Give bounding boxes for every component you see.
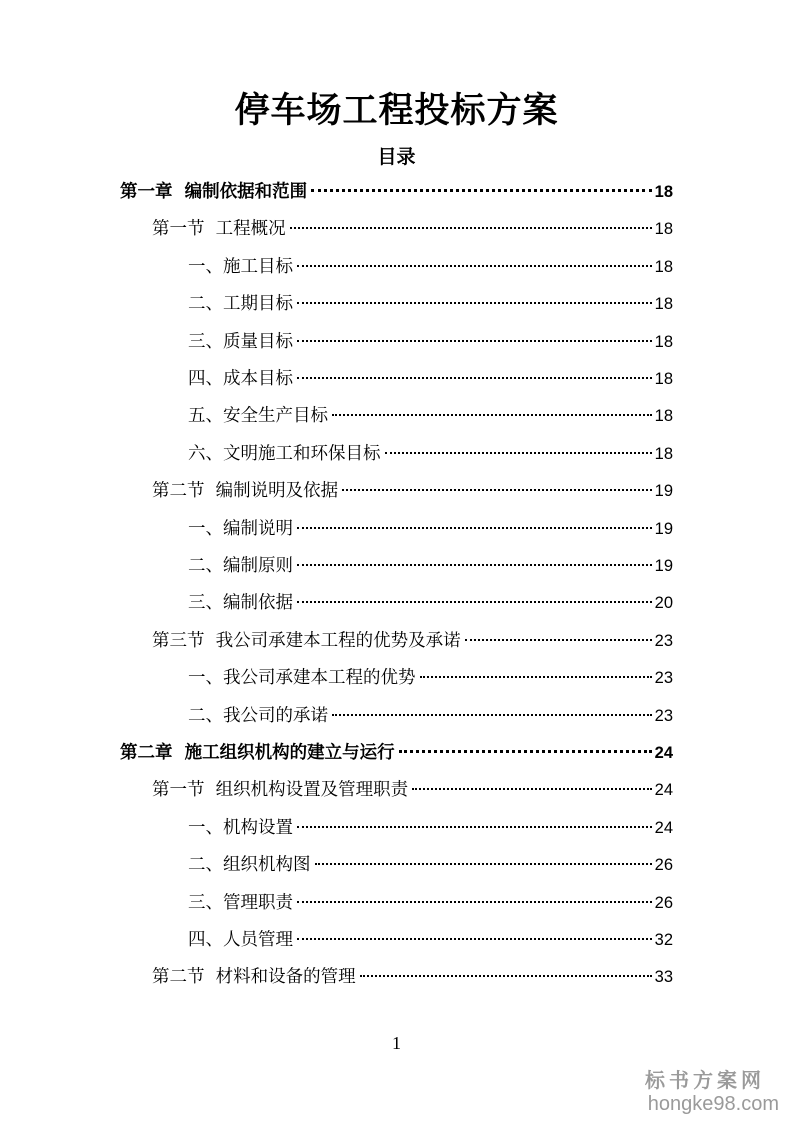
toc-dot-leader: [297, 564, 652, 566]
toc-dot-leader: [465, 639, 652, 641]
toc-item-entry[interactable]: [188, 587, 673, 619]
toc-item-entry[interactable]: [188, 550, 673, 582]
toc-entry-page: 24: [654, 819, 673, 837]
toc-dot-leader: [297, 340, 652, 342]
toc-entry-page: 26: [654, 856, 673, 874]
toc-dot-leader: [420, 676, 652, 678]
toc-entry-page: 23: [654, 707, 673, 725]
toc-entry-label: 第三节 我公司承建本工程的优势及承诺: [152, 631, 461, 651]
toc-dot-leader: [297, 302, 652, 304]
toc-entry-label: 第一节 工程概况: [152, 219, 286, 239]
toc-entry-label: 二、组织机构图: [188, 855, 311, 875]
toc-entry-label: 二、编制原则: [188, 556, 293, 576]
toc-entry-page: 18: [654, 445, 673, 463]
toc-item-entry[interactable]: [188, 924, 673, 956]
toc-item-entry[interactable]: [188, 513, 673, 545]
toc-entry-page: 26: [654, 894, 673, 912]
toc-entry-label: 第二节 材料和设备的管理: [152, 967, 356, 987]
toc-entry-page: 32: [654, 931, 673, 949]
toc-dot-leader: [297, 377, 652, 379]
toc-dot-leader: [297, 901, 652, 903]
watermark-url: hongke98.com: [647, 1093, 779, 1115]
page-number: 1: [392, 1033, 401, 1053]
toc-item-entry[interactable]: [188, 438, 673, 470]
toc-dot-leader: [412, 788, 652, 790]
toc-entry-label: 三、管理职责: [188, 893, 293, 913]
toc-entry-label: 一、施工目标: [188, 257, 293, 277]
toc-entry-page: 19: [654, 520, 673, 538]
toc-item-entry[interactable]: [188, 251, 673, 283]
toc-entry-page: 18: [654, 407, 673, 425]
toc-entry-page: 18: [654, 220, 673, 238]
toc-entry-page: 24: [654, 781, 673, 799]
toc-entry-page: 24: [654, 744, 673, 762]
toc-entry-label: 五、安全生产目标: [188, 406, 328, 426]
toc-section-entry[interactable]: [152, 625, 673, 657]
toc-dot-leader: [385, 452, 652, 454]
toc-section-entry[interactable]: [152, 213, 673, 245]
toc-dot-leader: [332, 414, 652, 416]
toc-entry-page: 19: [654, 557, 673, 575]
toc-dot-leader: [297, 265, 652, 267]
toc-entry-page: 18: [654, 183, 673, 201]
toc-chapter-entry[interactable]: [120, 176, 673, 208]
toc-entry-page: 18: [654, 333, 673, 351]
toc-item-entry[interactable]: [188, 812, 673, 844]
toc-dot-leader: [297, 527, 652, 529]
toc-entry-page: 18: [654, 370, 673, 388]
toc-entry-page: 23: [654, 669, 673, 687]
toc-dot-leader: [297, 938, 652, 940]
toc-entry-label: 第二节 编制说明及依据: [152, 481, 339, 501]
toc-entry-page: 23: [654, 632, 673, 650]
toc-dot-leader: [297, 826, 652, 828]
toc-item-entry[interactable]: [188, 887, 673, 919]
toc-entry-label: 一、机构设置: [188, 818, 293, 838]
document-title: 停车场工程投标方案: [234, 91, 559, 131]
toc-section-entry[interactable]: [152, 961, 673, 993]
toc-entry-label: 二、工期目标: [188, 294, 293, 314]
toc-entry-label: 第二章 施工组织机构的建立与运行: [120, 743, 395, 763]
toc-item-entry[interactable]: [188, 700, 673, 732]
toc-dot-leader: [311, 189, 651, 192]
toc-entry-label: 六、文明施工和环保目标: [188, 444, 381, 464]
toc-entry-label: 三、质量目标: [188, 332, 293, 352]
toc-item-entry[interactable]: [188, 363, 673, 395]
toc-item-entry[interactable]: [188, 288, 673, 320]
toc-dot-leader: [290, 227, 652, 229]
toc-section-entry[interactable]: [152, 774, 673, 806]
toc-chapter-entry[interactable]: [120, 737, 673, 769]
toc-item-entry[interactable]: [188, 662, 673, 694]
toc-entry-label: 四、人员管理: [188, 930, 293, 950]
watermark-site-name: 标书方案网: [645, 1068, 765, 1092]
toc-entry-page: 18: [654, 295, 673, 313]
toc-item-entry[interactable]: [188, 400, 673, 432]
toc-heading: 目录: [377, 146, 416, 168]
toc-item-entry[interactable]: [188, 849, 673, 881]
toc-dot-leader: [360, 975, 652, 977]
toc-dot-leader: [399, 750, 652, 753]
toc-entry-label: 第一节 组织机构设置及管理职责: [152, 780, 409, 800]
toc-entry-label: 四、成本目标: [188, 369, 293, 389]
toc-entry-label: 第一章 编制依据和范围: [120, 182, 308, 202]
toc-entry-label: 一、编制说明: [188, 519, 293, 539]
toc-entry-page: 20: [654, 594, 673, 612]
toc-entry-label: 二、我公司的承诺: [188, 706, 328, 726]
toc-dot-leader: [297, 601, 652, 603]
toc-item-entry[interactable]: [188, 326, 673, 358]
toc-entry-label: 三、编制依据: [188, 593, 293, 613]
toc-section-entry[interactable]: [152, 475, 673, 507]
toc-dot-leader: [332, 714, 652, 716]
toc-entry-label: 一、我公司承建本工程的优势: [188, 668, 416, 688]
toc-dot-leader: [315, 863, 652, 865]
toc-entry-page: 33: [654, 968, 673, 986]
toc-dot-leader: [342, 489, 652, 491]
toc-entry-page: 18: [654, 258, 673, 276]
toc-entry-page: 19: [654, 482, 673, 500]
